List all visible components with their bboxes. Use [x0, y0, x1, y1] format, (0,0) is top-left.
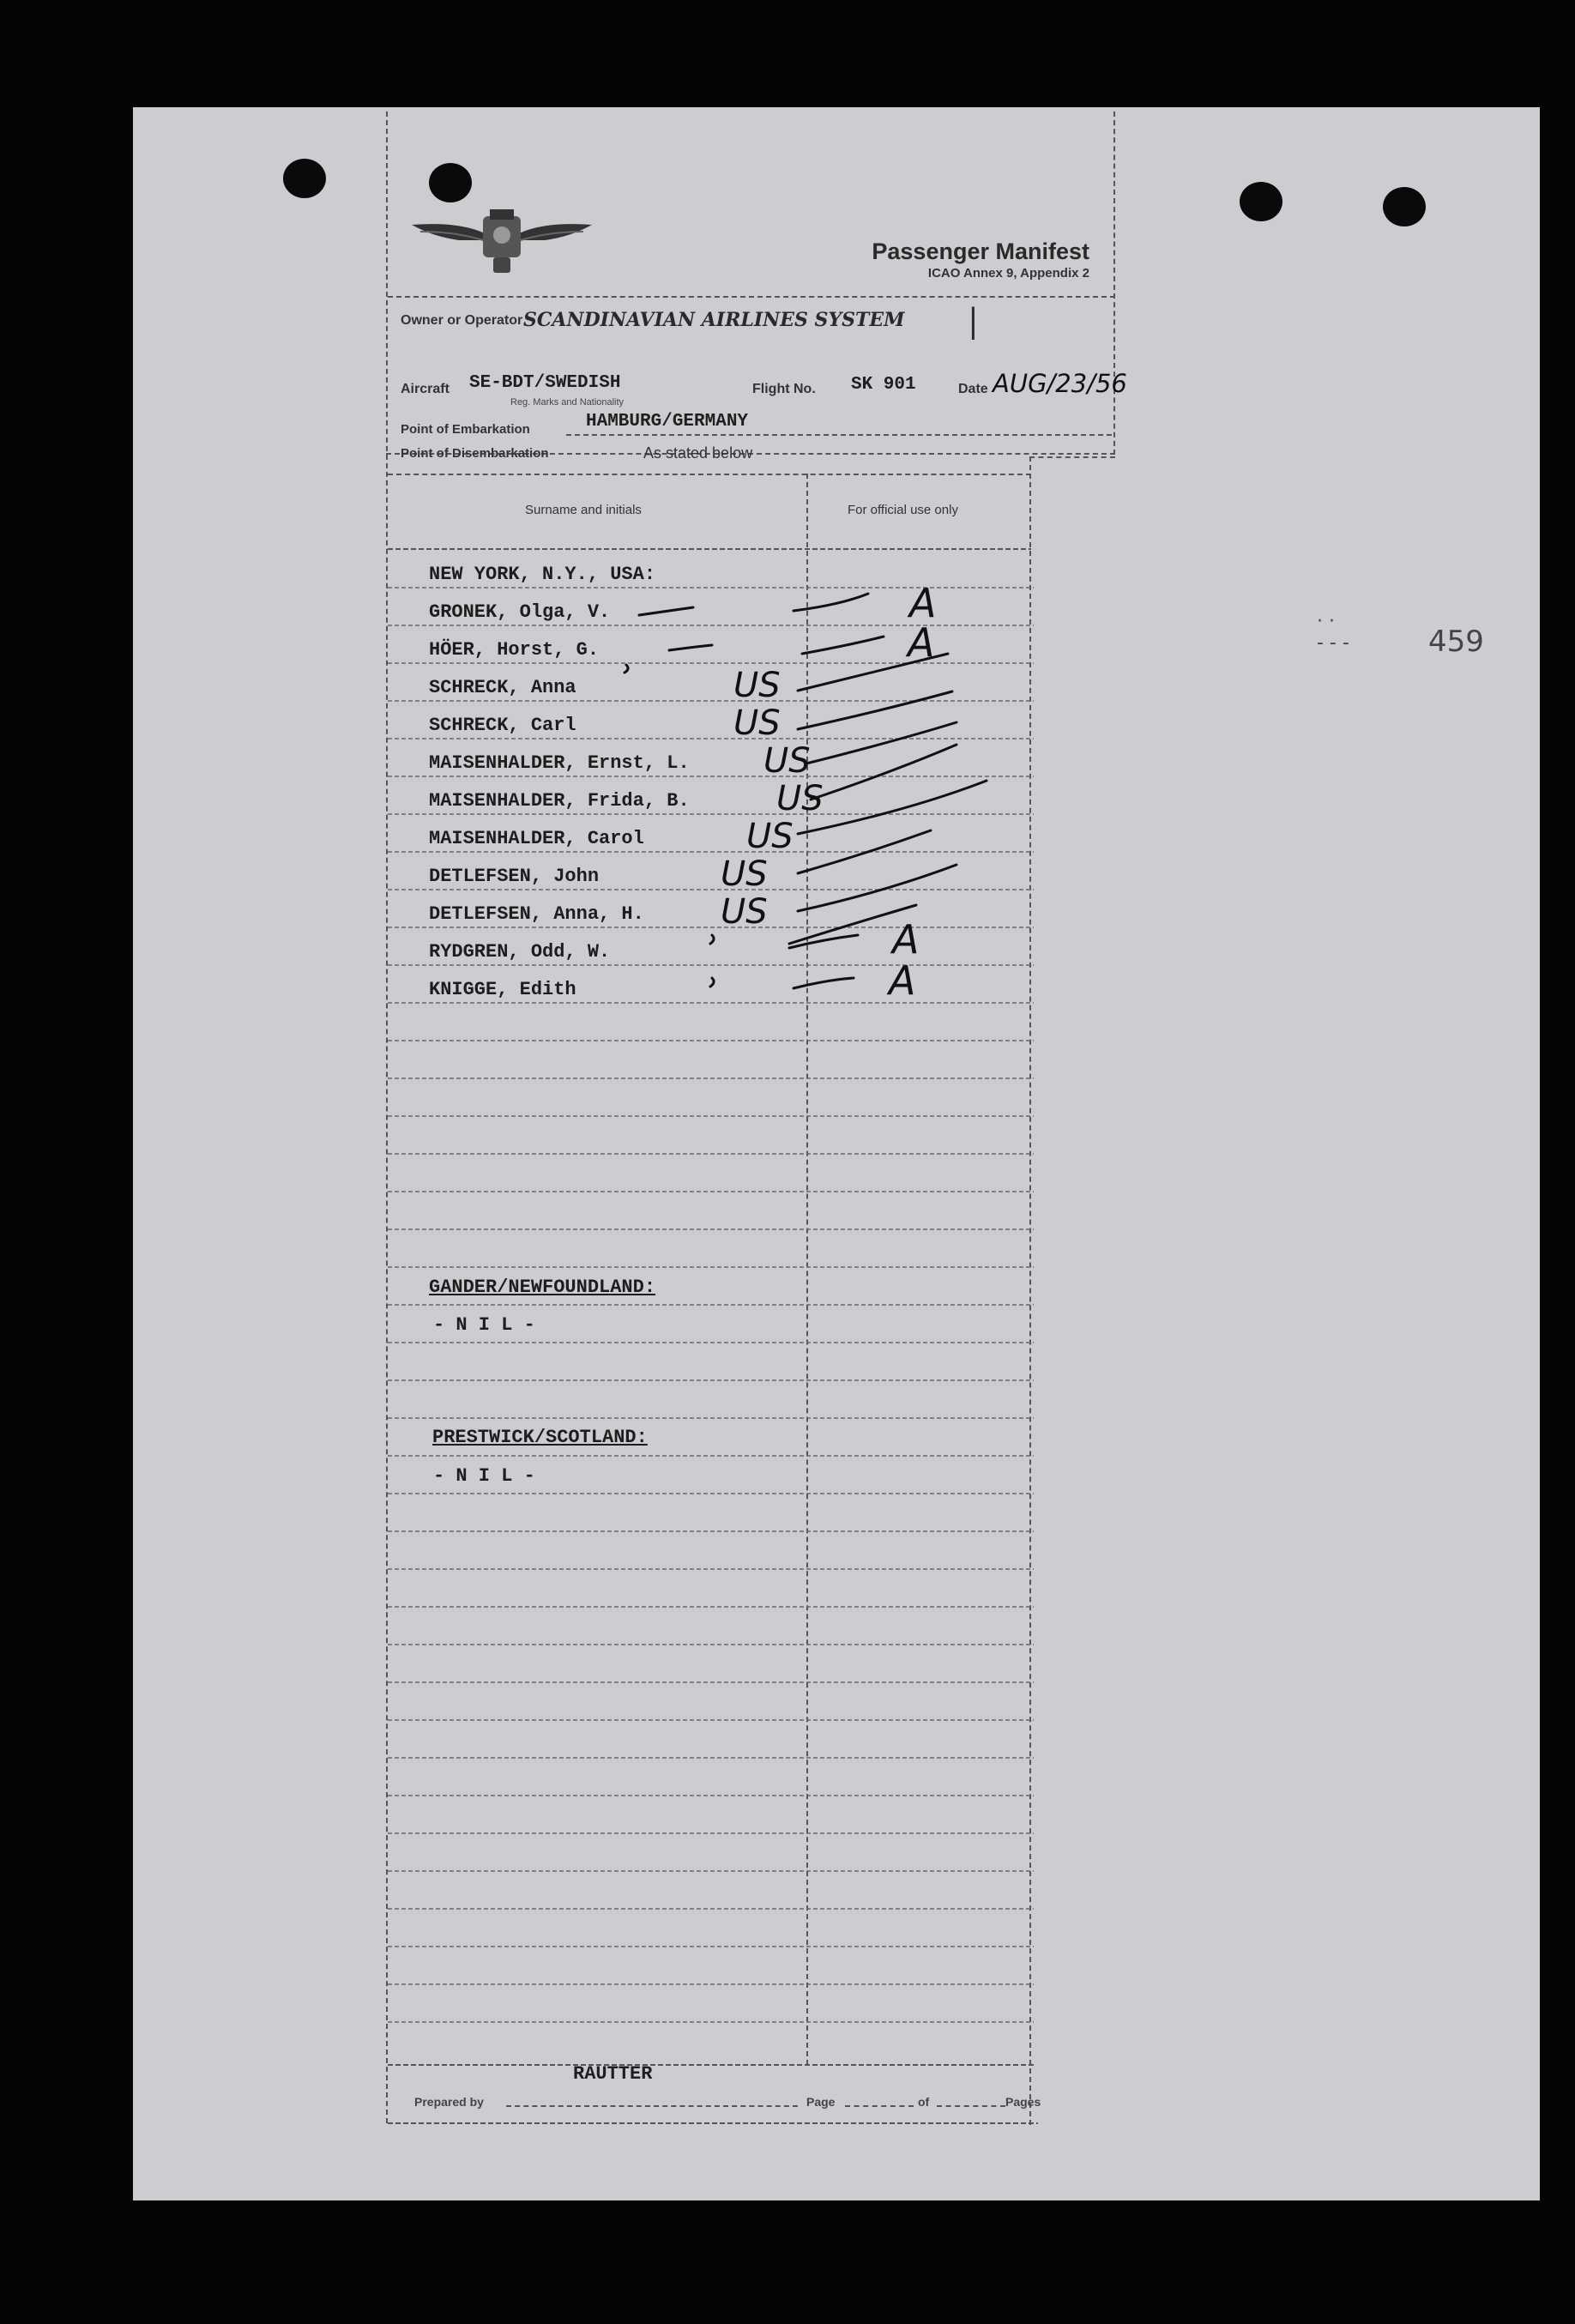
embark-value: HAMBURG/GERMANY [586, 412, 749, 432]
handwritten-note: US [733, 666, 781, 705]
entry-row: SCHRECK, Carl [429, 715, 576, 736]
entry-row: HÖER, Horst, G. [429, 639, 600, 661]
stop-name: GANDER/NEWFOUNDLAND: [429, 1277, 656, 1298]
handwritten-note: US [733, 703, 781, 743]
entry-row: DETLEFSEN, Anna, H. [429, 903, 644, 925]
entry-row: MAISENHALDER, Ernst, L. [429, 752, 690, 774]
aircraft-value: SE-BDT/SWEDISH [469, 373, 621, 393]
stop-value: - N I L - [433, 1465, 535, 1487]
handwritten-note: US [776, 779, 824, 818]
form-header-box [386, 112, 1115, 455]
form-title: Passenger Manifest [872, 238, 1089, 264]
entry-row: MAISENHALDER, Carol [429, 828, 644, 849]
owner-label: Owner or Operator [401, 313, 523, 328]
punch-hole [1240, 182, 1282, 221]
disembark-value: As stated below [643, 444, 753, 462]
owner-mark: | [968, 302, 979, 340]
handwritten-note: US [721, 854, 768, 894]
handwritten-note: US [763, 741, 811, 781]
date-label: Date [958, 382, 988, 396]
page-label: Page [806, 2095, 836, 2109]
handwritten-note: US [721, 892, 768, 932]
aircraft-label: Aircraft [401, 382, 450, 396]
entry-row: KNIGGE, Edith [429, 979, 576, 1000]
official-mark: A [892, 916, 920, 963]
airline-logo-icon [407, 206, 596, 279]
of-label: of [918, 2095, 930, 2109]
stop-value: - N I L - [433, 1314, 535, 1336]
flight-value: SK 901 [851, 375, 916, 395]
disembark-label: Point of Disembarkation [401, 446, 549, 461]
column-header-names: Surname and initials [525, 503, 642, 517]
page-number: 459 [1428, 625, 1484, 659]
prepared-by-label: Prepared by [414, 2095, 484, 2109]
punch-hole [283, 159, 326, 198]
aircraft-sub: Reg. Marks and Nationality [510, 397, 625, 407]
pencil-mark: · · - - - [1317, 611, 1349, 654]
entry-row: RYDGREN, Odd, W. [429, 941, 611, 963]
entry-row: GRONEK, Olga, V. [429, 601, 611, 623]
embark-label: Point of Embarkation [401, 422, 530, 437]
pages-label: Pages [1005, 2095, 1041, 2109]
form-subtitle: ICAO Annex 9, Appendix 2 [927, 266, 1089, 281]
entry-row: SCHRECK, Anna [429, 677, 576, 698]
official-mark: A [889, 957, 916, 1004]
column-header-official: For official use only [848, 503, 958, 517]
handwritten-note: US [746, 817, 794, 856]
entry-row: MAISENHALDER, Frida, B. [429, 790, 690, 812]
stop-name: PRESTWICK/SCOTLAND: [432, 1427, 648, 1448]
official-mark: A [909, 580, 937, 626]
punch-hole [1383, 187, 1426, 226]
entry-row: NEW YORK, N.Y., USA: [429, 564, 656, 585]
official-mark: A [908, 619, 935, 666]
flight-label: Flight No. [752, 382, 816, 396]
prepared-by-value: RAUTTER [573, 2063, 653, 2085]
date-value: AUG/23/56 [993, 369, 1127, 398]
entry-row: DETLEFSEN, John [429, 866, 600, 887]
owner-value: SCANDINAVIAN AIRLINES SYSTEM [523, 309, 905, 331]
